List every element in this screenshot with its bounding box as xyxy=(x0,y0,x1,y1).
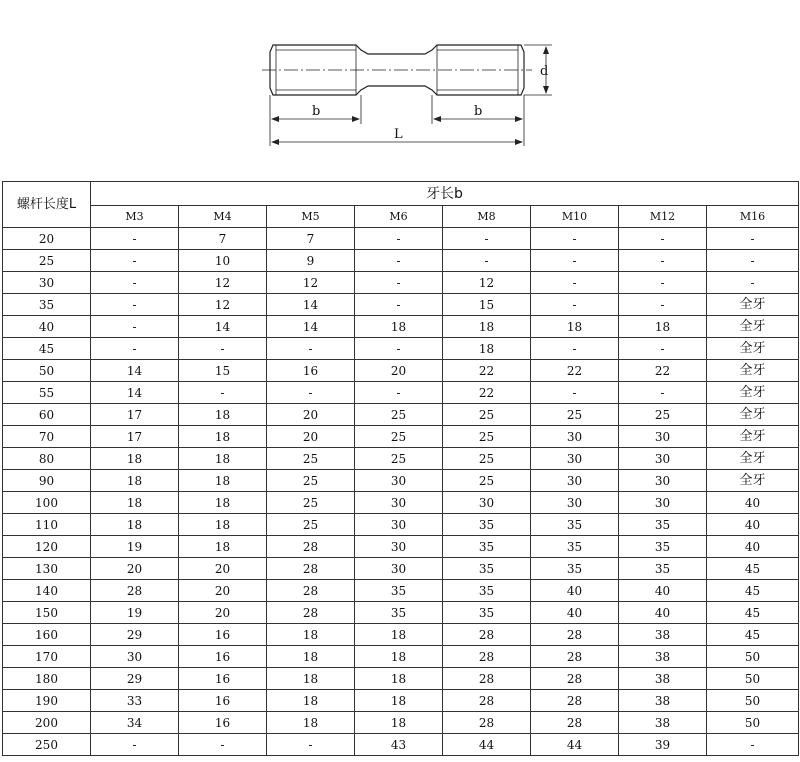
thread-length-cell: 25 xyxy=(443,470,531,492)
thread-length-cell: 45 xyxy=(707,602,799,624)
thread-length-cell: 全牙 xyxy=(707,294,799,316)
thread-length-cell: 18 xyxy=(179,470,267,492)
thread-length-cell: 7 xyxy=(267,228,355,250)
thread-length-cell: 28 xyxy=(267,580,355,602)
thread-length-cell: 28 xyxy=(267,558,355,580)
thread-length-cell: 25 xyxy=(267,448,355,470)
thread-length-cell: 35 xyxy=(443,580,531,602)
thread-length-cell: 30 xyxy=(531,492,619,514)
table-row xyxy=(3,580,799,602)
length-cell: 80 xyxy=(3,448,91,470)
table-row xyxy=(3,316,799,338)
length-cell: 130 xyxy=(3,558,91,580)
table-row xyxy=(3,602,799,624)
thread-length-cell: - xyxy=(91,734,179,756)
thread-length-cell: 15 xyxy=(179,360,267,382)
length-cell: 170 xyxy=(3,646,91,668)
thread-length-cell: - xyxy=(179,338,267,360)
thread-length-cell: - xyxy=(619,382,707,404)
thread-length-cell: 28 xyxy=(443,690,531,712)
thread-length-cell: 28 xyxy=(531,690,619,712)
thread-length-cell: 16 xyxy=(179,712,267,734)
corner-header: 螺杆长度L xyxy=(3,182,91,228)
thread-length-cell: 7 xyxy=(179,228,267,250)
length-cell: 250 xyxy=(3,734,91,756)
dim-label-b-right: b xyxy=(474,104,483,119)
thread-length-cell: 全牙 xyxy=(707,448,799,470)
dim-label-b-left: b xyxy=(312,104,321,119)
thread-length-cell: 14 xyxy=(179,316,267,338)
thread-length-cell: 18 xyxy=(267,712,355,734)
thread-length-cell: 30 xyxy=(355,536,443,558)
thread-length-cell: 18 xyxy=(179,536,267,558)
thread-length-cell: 28 xyxy=(531,646,619,668)
thread-length-cell: 45 xyxy=(707,558,799,580)
table-row xyxy=(3,470,799,492)
arrow-l-end xyxy=(515,139,523,145)
thread-length-cell: 全牙 xyxy=(707,382,799,404)
thread-length-cell: 30 xyxy=(619,448,707,470)
thread-length-cell: 28 xyxy=(443,624,531,646)
thread-length-cell: 40 xyxy=(707,514,799,536)
thread-length-cell: 38 xyxy=(619,712,707,734)
length-cell: 55 xyxy=(3,382,91,404)
table-row xyxy=(3,646,799,668)
thread-length-cell: 35 xyxy=(531,558,619,580)
thread-length-cell: 50 xyxy=(707,668,799,690)
length-cell: 45 xyxy=(3,338,91,360)
thread-length-cell: 22 xyxy=(531,360,619,382)
length-cell: 50 xyxy=(3,360,91,382)
thread-length-header: 牙长b xyxy=(91,182,799,206)
thread-length-cell: 35 xyxy=(531,514,619,536)
thread-length-cell: 28 xyxy=(267,536,355,558)
dim-label-l: L xyxy=(394,127,403,142)
thread-length-cell: - xyxy=(707,228,799,250)
thread-length-cell: - xyxy=(91,228,179,250)
thread-length-cell: - xyxy=(91,338,179,360)
size-header-m6: M6 xyxy=(355,206,443,228)
thread-length-cell: - xyxy=(619,294,707,316)
table-row xyxy=(3,558,799,580)
arrow-b-right-end xyxy=(515,116,523,122)
thread-length-cell: 全牙 xyxy=(707,316,799,338)
thread-length-cell: 16 xyxy=(179,668,267,690)
size-header-m16: M16 xyxy=(707,206,799,228)
thread-length-cell: 29 xyxy=(91,668,179,690)
thread-length-cell: 22 xyxy=(443,360,531,382)
thread-length-cell: 28 xyxy=(91,580,179,602)
thread-length-cell: 19 xyxy=(91,536,179,558)
table-row xyxy=(3,404,799,426)
thread-length-cell: - xyxy=(355,272,443,294)
thread-length-cell: 12 xyxy=(443,272,531,294)
thread-length-cell: - xyxy=(355,294,443,316)
table-row xyxy=(3,228,799,250)
thread-length-cell: - xyxy=(619,250,707,272)
length-cell: 40 xyxy=(3,316,91,338)
thread-length-cell: 18 xyxy=(443,316,531,338)
thread-length-cell: 全牙 xyxy=(707,338,799,360)
thread-length-cell: 40 xyxy=(619,580,707,602)
thread-length-cell: - xyxy=(355,250,443,272)
thread-length-cell: 39 xyxy=(619,734,707,756)
size-header-m5: M5 xyxy=(267,206,355,228)
thread-length-cell: 44 xyxy=(531,734,619,756)
thread-length-cell: 20 xyxy=(267,426,355,448)
thread-length-cell: 40 xyxy=(619,602,707,624)
thread-length-cell: - xyxy=(619,228,707,250)
thread-length-cell: 28 xyxy=(443,712,531,734)
thread-length-cell: 18 xyxy=(91,470,179,492)
length-cell: 180 xyxy=(3,668,91,690)
table-row xyxy=(3,492,799,514)
length-cell: 30 xyxy=(3,272,91,294)
length-cell: 110 xyxy=(3,514,91,536)
thread-length-cell: 15 xyxy=(443,294,531,316)
thread-length-cell: - xyxy=(91,316,179,338)
size-header-m3: M3 xyxy=(91,206,179,228)
table-body xyxy=(3,228,799,756)
thread-length-cell: - xyxy=(443,250,531,272)
thread-length-cell: 50 xyxy=(707,690,799,712)
thread-length-cell: 14 xyxy=(91,360,179,382)
thread-length-cell: 38 xyxy=(619,690,707,712)
thread-length-cell: 18 xyxy=(91,448,179,470)
thread-length-cell: 30 xyxy=(619,470,707,492)
thread-length-cell: 14 xyxy=(91,382,179,404)
thread-length-cell: 29 xyxy=(91,624,179,646)
table-row xyxy=(3,712,799,734)
thread-length-cell: 10 xyxy=(179,250,267,272)
thread-length-cell: 28 xyxy=(531,624,619,646)
thread-length-cell: 全牙 xyxy=(707,360,799,382)
thread-length-cell: 25 xyxy=(619,404,707,426)
thread-length-cell: - xyxy=(531,382,619,404)
thread-length-table xyxy=(2,181,799,756)
thread-length-cell: - xyxy=(267,734,355,756)
thread-length-cell: 45 xyxy=(707,580,799,602)
thread-length-cell: 28 xyxy=(443,646,531,668)
thread-length-cell: 全牙 xyxy=(707,470,799,492)
size-header-m10: M10 xyxy=(531,206,619,228)
table-row xyxy=(3,360,799,382)
thread-length-cell: 35 xyxy=(619,558,707,580)
arrow-b-right-start xyxy=(433,116,441,122)
table-row xyxy=(3,624,799,646)
size-header-m8: M8 xyxy=(443,206,531,228)
thread-length-cell: - xyxy=(267,382,355,404)
thread-length-cell: - xyxy=(707,734,799,756)
thread-length-cell: - xyxy=(355,338,443,360)
thread-length-cell: 50 xyxy=(707,712,799,734)
thread-length-cell: 18 xyxy=(179,448,267,470)
thread-length-cell: 18 xyxy=(355,712,443,734)
thread-length-cell: 35 xyxy=(619,514,707,536)
thread-length-cell: - xyxy=(91,250,179,272)
thread-length-cell: - xyxy=(531,228,619,250)
length-cell: 190 xyxy=(3,690,91,712)
thread-length-cell: 18 xyxy=(179,404,267,426)
thread-length-cell: 20 xyxy=(179,558,267,580)
thread-length-cell: 30 xyxy=(355,514,443,536)
thread-length-cell: 40 xyxy=(707,492,799,514)
length-cell: 70 xyxy=(3,426,91,448)
thread-length-cell: 18 xyxy=(355,690,443,712)
thread-length-cell: 28 xyxy=(531,668,619,690)
thread-length-cell: - xyxy=(179,734,267,756)
thread-length-cell: 30 xyxy=(531,426,619,448)
thread-length-cell: 22 xyxy=(619,360,707,382)
thread-length-cell: - xyxy=(531,338,619,360)
thread-length-cell: 30 xyxy=(531,448,619,470)
thread-length-cell: 25 xyxy=(443,404,531,426)
thread-length-cell: 16 xyxy=(179,624,267,646)
thread-length-cell: 43 xyxy=(355,734,443,756)
thread-length-cell: 18 xyxy=(619,316,707,338)
thread-length-cell: 18 xyxy=(443,338,531,360)
size-header-m4: M4 xyxy=(179,206,267,228)
length-cell: 120 xyxy=(3,536,91,558)
thread-length-cell: 16 xyxy=(179,690,267,712)
thread-length-cell: - xyxy=(91,272,179,294)
thread-length-cell: 30 xyxy=(619,492,707,514)
thread-length-cell: - xyxy=(355,228,443,250)
thread-length-cell: 30 xyxy=(531,470,619,492)
thread-length-cell: 20 xyxy=(267,404,355,426)
stud-bolt-diagram xyxy=(0,0,800,180)
thread-length-cell: 25 xyxy=(443,426,531,448)
thread-length-cell: 17 xyxy=(91,404,179,426)
thread-length-cell: 35 xyxy=(443,602,531,624)
thread-length-cell: - xyxy=(531,272,619,294)
thread-length-cell: 40 xyxy=(531,602,619,624)
thread-length-cell: 25 xyxy=(267,492,355,514)
length-cell: 160 xyxy=(3,624,91,646)
thread-length-cell: - xyxy=(531,294,619,316)
thread-length-cell: 19 xyxy=(91,602,179,624)
thread-length-cell: 28 xyxy=(531,712,619,734)
thread-length-cell: 20 xyxy=(179,602,267,624)
table-row xyxy=(3,734,799,756)
length-cell: 60 xyxy=(3,404,91,426)
thread-length-cell: 25 xyxy=(267,514,355,536)
thread-length-cell: 30 xyxy=(355,470,443,492)
thread-length-cell: 全牙 xyxy=(707,404,799,426)
length-cell: 35 xyxy=(3,294,91,316)
thread-length-cell: 30 xyxy=(619,426,707,448)
thread-length-cell: - xyxy=(91,294,179,316)
thread-length-cell: - xyxy=(619,272,707,294)
table-row xyxy=(3,426,799,448)
thread-length-cell: 25 xyxy=(443,448,531,470)
thread-length-cell: - xyxy=(707,272,799,294)
thread-length-cell: 18 xyxy=(355,624,443,646)
thread-length-cell: 18 xyxy=(91,514,179,536)
thread-length-cell: 18 xyxy=(179,514,267,536)
thread-length-cell: - xyxy=(531,250,619,272)
thread-length-cell: 30 xyxy=(355,492,443,514)
table-row xyxy=(3,338,799,360)
thread-length-cell: 30 xyxy=(91,646,179,668)
thread-length-cell: 40 xyxy=(707,536,799,558)
length-cell: 140 xyxy=(3,580,91,602)
table-row xyxy=(3,448,799,470)
thread-length-cell: 28 xyxy=(267,602,355,624)
thread-length-cell: 18 xyxy=(267,646,355,668)
thread-length-cell: 20 xyxy=(179,580,267,602)
arrow-b-left-end xyxy=(352,116,360,122)
thread-length-cell: - xyxy=(707,250,799,272)
thread-length-cell: 18 xyxy=(179,426,267,448)
thread-length-cell: - xyxy=(443,228,531,250)
thread-length-cell: 12 xyxy=(267,272,355,294)
thread-length-cell: 35 xyxy=(531,536,619,558)
thread-length-cell: 35 xyxy=(443,536,531,558)
thread-length-cell: 18 xyxy=(267,624,355,646)
thread-length-cell: 35 xyxy=(355,602,443,624)
table-row xyxy=(3,250,799,272)
thread-length-cell: 35 xyxy=(443,558,531,580)
thread-length-cell: 50 xyxy=(707,646,799,668)
table-row xyxy=(3,294,799,316)
thread-length-cell: 35 xyxy=(355,580,443,602)
size-header-row xyxy=(3,206,799,228)
thread-length-cell: 18 xyxy=(355,668,443,690)
length-cell: 90 xyxy=(3,470,91,492)
thread-length-cell: 25 xyxy=(355,404,443,426)
thread-length-cell: 12 xyxy=(179,272,267,294)
thread-length-cell: 18 xyxy=(267,690,355,712)
length-cell: 150 xyxy=(3,602,91,624)
arrow-d-bottom xyxy=(543,86,549,94)
thread-length-cell: - xyxy=(267,338,355,360)
thread-length-cell: 25 xyxy=(355,426,443,448)
thread-length-cell: 9 xyxy=(267,250,355,272)
size-header-m12: M12 xyxy=(619,206,707,228)
thread-length-cell: 44 xyxy=(443,734,531,756)
table-row xyxy=(3,668,799,690)
thread-length-cell: 20 xyxy=(355,360,443,382)
thread-length-cell: 40 xyxy=(531,580,619,602)
length-cell: 20 xyxy=(3,228,91,250)
thread-length-cell: 34 xyxy=(91,712,179,734)
thread-length-cell: 35 xyxy=(443,514,531,536)
thread-length-cell: - xyxy=(619,338,707,360)
thread-length-cell: 20 xyxy=(91,558,179,580)
arrow-d-top xyxy=(543,46,549,54)
thread-length-cell: 17 xyxy=(91,426,179,448)
thread-length-cell: 38 xyxy=(619,624,707,646)
thread-length-cell: 16 xyxy=(179,646,267,668)
thread-length-cell: 38 xyxy=(619,668,707,690)
arrow-b-left-start xyxy=(271,116,279,122)
thread-length-cell: 14 xyxy=(267,316,355,338)
thread-length-cell: 25 xyxy=(267,470,355,492)
table-row xyxy=(3,382,799,404)
length-cell: 25 xyxy=(3,250,91,272)
thread-length-cell: 18 xyxy=(355,646,443,668)
thread-length-cell: 18 xyxy=(355,316,443,338)
table-row xyxy=(3,690,799,712)
thread-length-cell: 全牙 xyxy=(707,426,799,448)
thread-length-cell: 18 xyxy=(179,492,267,514)
table-row xyxy=(3,536,799,558)
thread-length-cell: 14 xyxy=(267,294,355,316)
thread-length-cell: - xyxy=(355,382,443,404)
thread-length-cell: 16 xyxy=(267,360,355,382)
dim-label-d: d xyxy=(540,64,549,79)
thread-length-cell: 25 xyxy=(531,404,619,426)
thread-length-cell: 45 xyxy=(707,624,799,646)
thread-length-cell: 12 xyxy=(179,294,267,316)
thread-length-cell: - xyxy=(179,382,267,404)
thread-length-cell: 18 xyxy=(267,668,355,690)
thread-length-cell: 33 xyxy=(91,690,179,712)
thread-length-cell: 28 xyxy=(443,668,531,690)
thread-length-cell: 30 xyxy=(443,492,531,514)
table-row xyxy=(3,272,799,294)
thread-length-cell: 18 xyxy=(91,492,179,514)
length-cell: 100 xyxy=(3,492,91,514)
thread-length-cell: 30 xyxy=(355,558,443,580)
thread-length-cell: 25 xyxy=(355,448,443,470)
thread-length-cell: 22 xyxy=(443,382,531,404)
table-row xyxy=(3,514,799,536)
thread-length-cell: 38 xyxy=(619,646,707,668)
length-cell: 200 xyxy=(3,712,91,734)
arrow-l-start xyxy=(271,139,279,145)
thread-length-cell: 35 xyxy=(619,536,707,558)
thread-length-cell: 18 xyxy=(531,316,619,338)
